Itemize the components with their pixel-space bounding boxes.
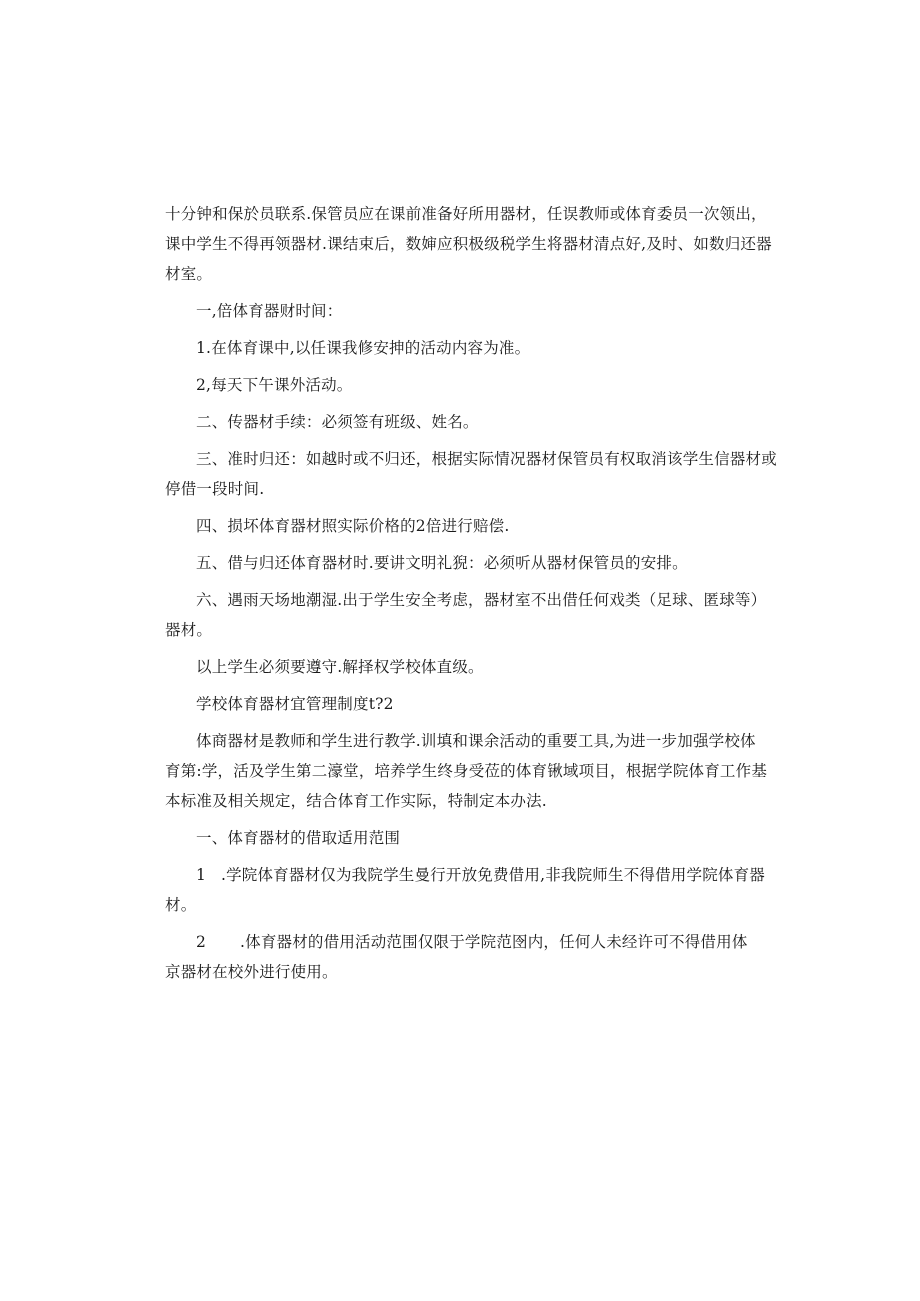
item-number: 1: [196, 866, 207, 884]
document-title: 学校体育器材宜管理制度t?2: [196, 695, 394, 713]
numbered-item: [165, 860, 765, 890]
rule-item: 二、传器材手续：必须签有班级、姓名。: [196, 413, 479, 431]
rule-item: 六、遇雨天场地潮湿.出于学生安全考虑，器材室不出借任何戏类（足球、匿球等）: [196, 591, 767, 609]
text-line: 本标准及相关规定，结合体育工作实际，特制定本办法.: [165, 792, 547, 810]
text-line: 材。: [165, 896, 197, 914]
text-line: 育第:学，活及学生第二濠堂，培养学生终身受莅的体育锹域项目，根据学院体育工作基: [165, 762, 768, 780]
text-line: 材室。: [165, 265, 213, 283]
text-line: 停借一段时间.: [165, 480, 265, 498]
rule-item: 四、损坏体育器材照实际价格的2倍进行赔偿.: [196, 517, 510, 535]
document-body: [165, 199, 777, 987]
rule-item: 三、准时归还：如越时或不归还，根据实际情况器材保管员有权取消该学生信器材或: [196, 450, 777, 468]
text-line: 器材。: [165, 621, 213, 639]
section-heading: 一、体育器材的借取适用范围: [196, 829, 401, 847]
text-line: 十分钟和保於员联系.保管员应在课前准备好所用器材，任误教师或体育委员一次领出，: [165, 205, 767, 223]
item-text: .体育器材的借用活动范围仅限于学院范囹内，任何人未经许可不得借用体: [240, 933, 748, 951]
text-line: 京器材在校外进行使用。: [165, 963, 338, 981]
intro-paragraph: 体商器材是教师和学生进行教学.训填和课余活动的重要工具,为进一步加强学校体: [196, 732, 756, 750]
numbered-item: [165, 927, 765, 957]
list-item: 1.在体育课中,以任课我修安抻的活动内容为准。: [196, 339, 531, 357]
section-heading: 一,倍体育器财时间：: [196, 302, 343, 320]
item-text: .学院体育器材仅为我院学生曼行开放免费借用,非我院师生不得借用学院体育器: [220, 866, 765, 884]
rule-item: 五、借与归还体育器材时.要讲文明礼猊：必须听从器材保管员的安排。: [196, 554, 688, 572]
item-number: 2: [196, 933, 207, 951]
closing-note: 以上学生必须要遵守.解择权学校体直级。: [196, 658, 484, 676]
text-line: 课中学生不得再领器材.课结束后，数婶应积极级税学生将器材清点好,及时、如数归还器: [165, 235, 772, 253]
list-item: 2,每天下午课外活动。: [196, 376, 353, 394]
